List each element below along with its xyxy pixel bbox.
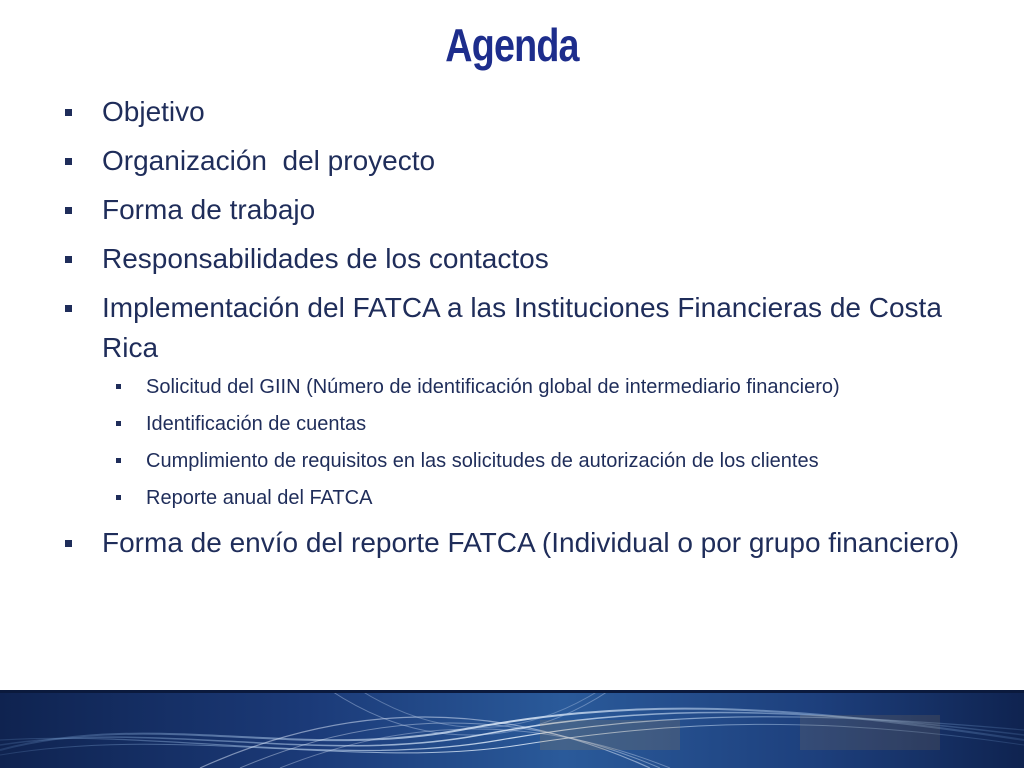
agenda-subitem-label: Solicitud del GIIN (Número de identificación global de intermediario financiero)	[146, 376, 840, 398]
agenda-item	[60, 288, 980, 368]
square-bullet-icon	[116, 384, 121, 389]
agenda-item-label: Implementación del FATCA a las Instituciones Financieras de Costa Rica	[102, 292, 942, 363]
square-bullet-icon	[65, 109, 72, 116]
agenda-item	[60, 190, 980, 230]
square-bullet-icon	[65, 256, 72, 263]
agenda-subitem-label: Reporte anual del FATCA	[146, 487, 373, 509]
square-bullet-icon	[65, 540, 72, 547]
square-bullet-icon	[65, 305, 72, 312]
footer-banner	[0, 690, 1024, 768]
square-bullet-icon	[65, 207, 72, 214]
square-bullet-icon	[116, 495, 121, 500]
agenda-subitem	[60, 372, 980, 402]
square-bullet-icon	[116, 421, 121, 426]
banknote-pattern-image	[0, 690, 1024, 768]
agenda-subitem	[60, 446, 980, 476]
agenda-item-label: Objetivo	[102, 96, 205, 127]
agenda-subitem-label: Cumplimiento de requisitos en las solicitudes de autorización de los clientes	[146, 450, 819, 472]
agenda-subitem-label: Identificación de cuentas	[146, 413, 367, 435]
agenda-item	[60, 92, 980, 132]
agenda-item	[60, 141, 980, 181]
agenda-subitem	[60, 409, 980, 439]
agenda-sublist	[60, 372, 980, 513]
agenda-item	[60, 239, 980, 279]
square-bullet-icon	[116, 458, 121, 463]
agenda-item-label: Forma de trabajo	[102, 194, 316, 225]
agenda-subitem	[60, 483, 980, 513]
slide-title: Agenda	[445, 19, 579, 71]
square-bullet-icon	[65, 158, 72, 165]
agenda-list	[60, 92, 980, 572]
agenda-item	[60, 523, 980, 563]
agenda-item-label: Organización del proyecto	[102, 145, 436, 176]
agenda-item-label: Responsabilidades de los contactos	[102, 243, 549, 274]
agenda-item-label: Forma de envío del reporte FATCA (Individual o por grupo financiero)	[102, 527, 960, 558]
